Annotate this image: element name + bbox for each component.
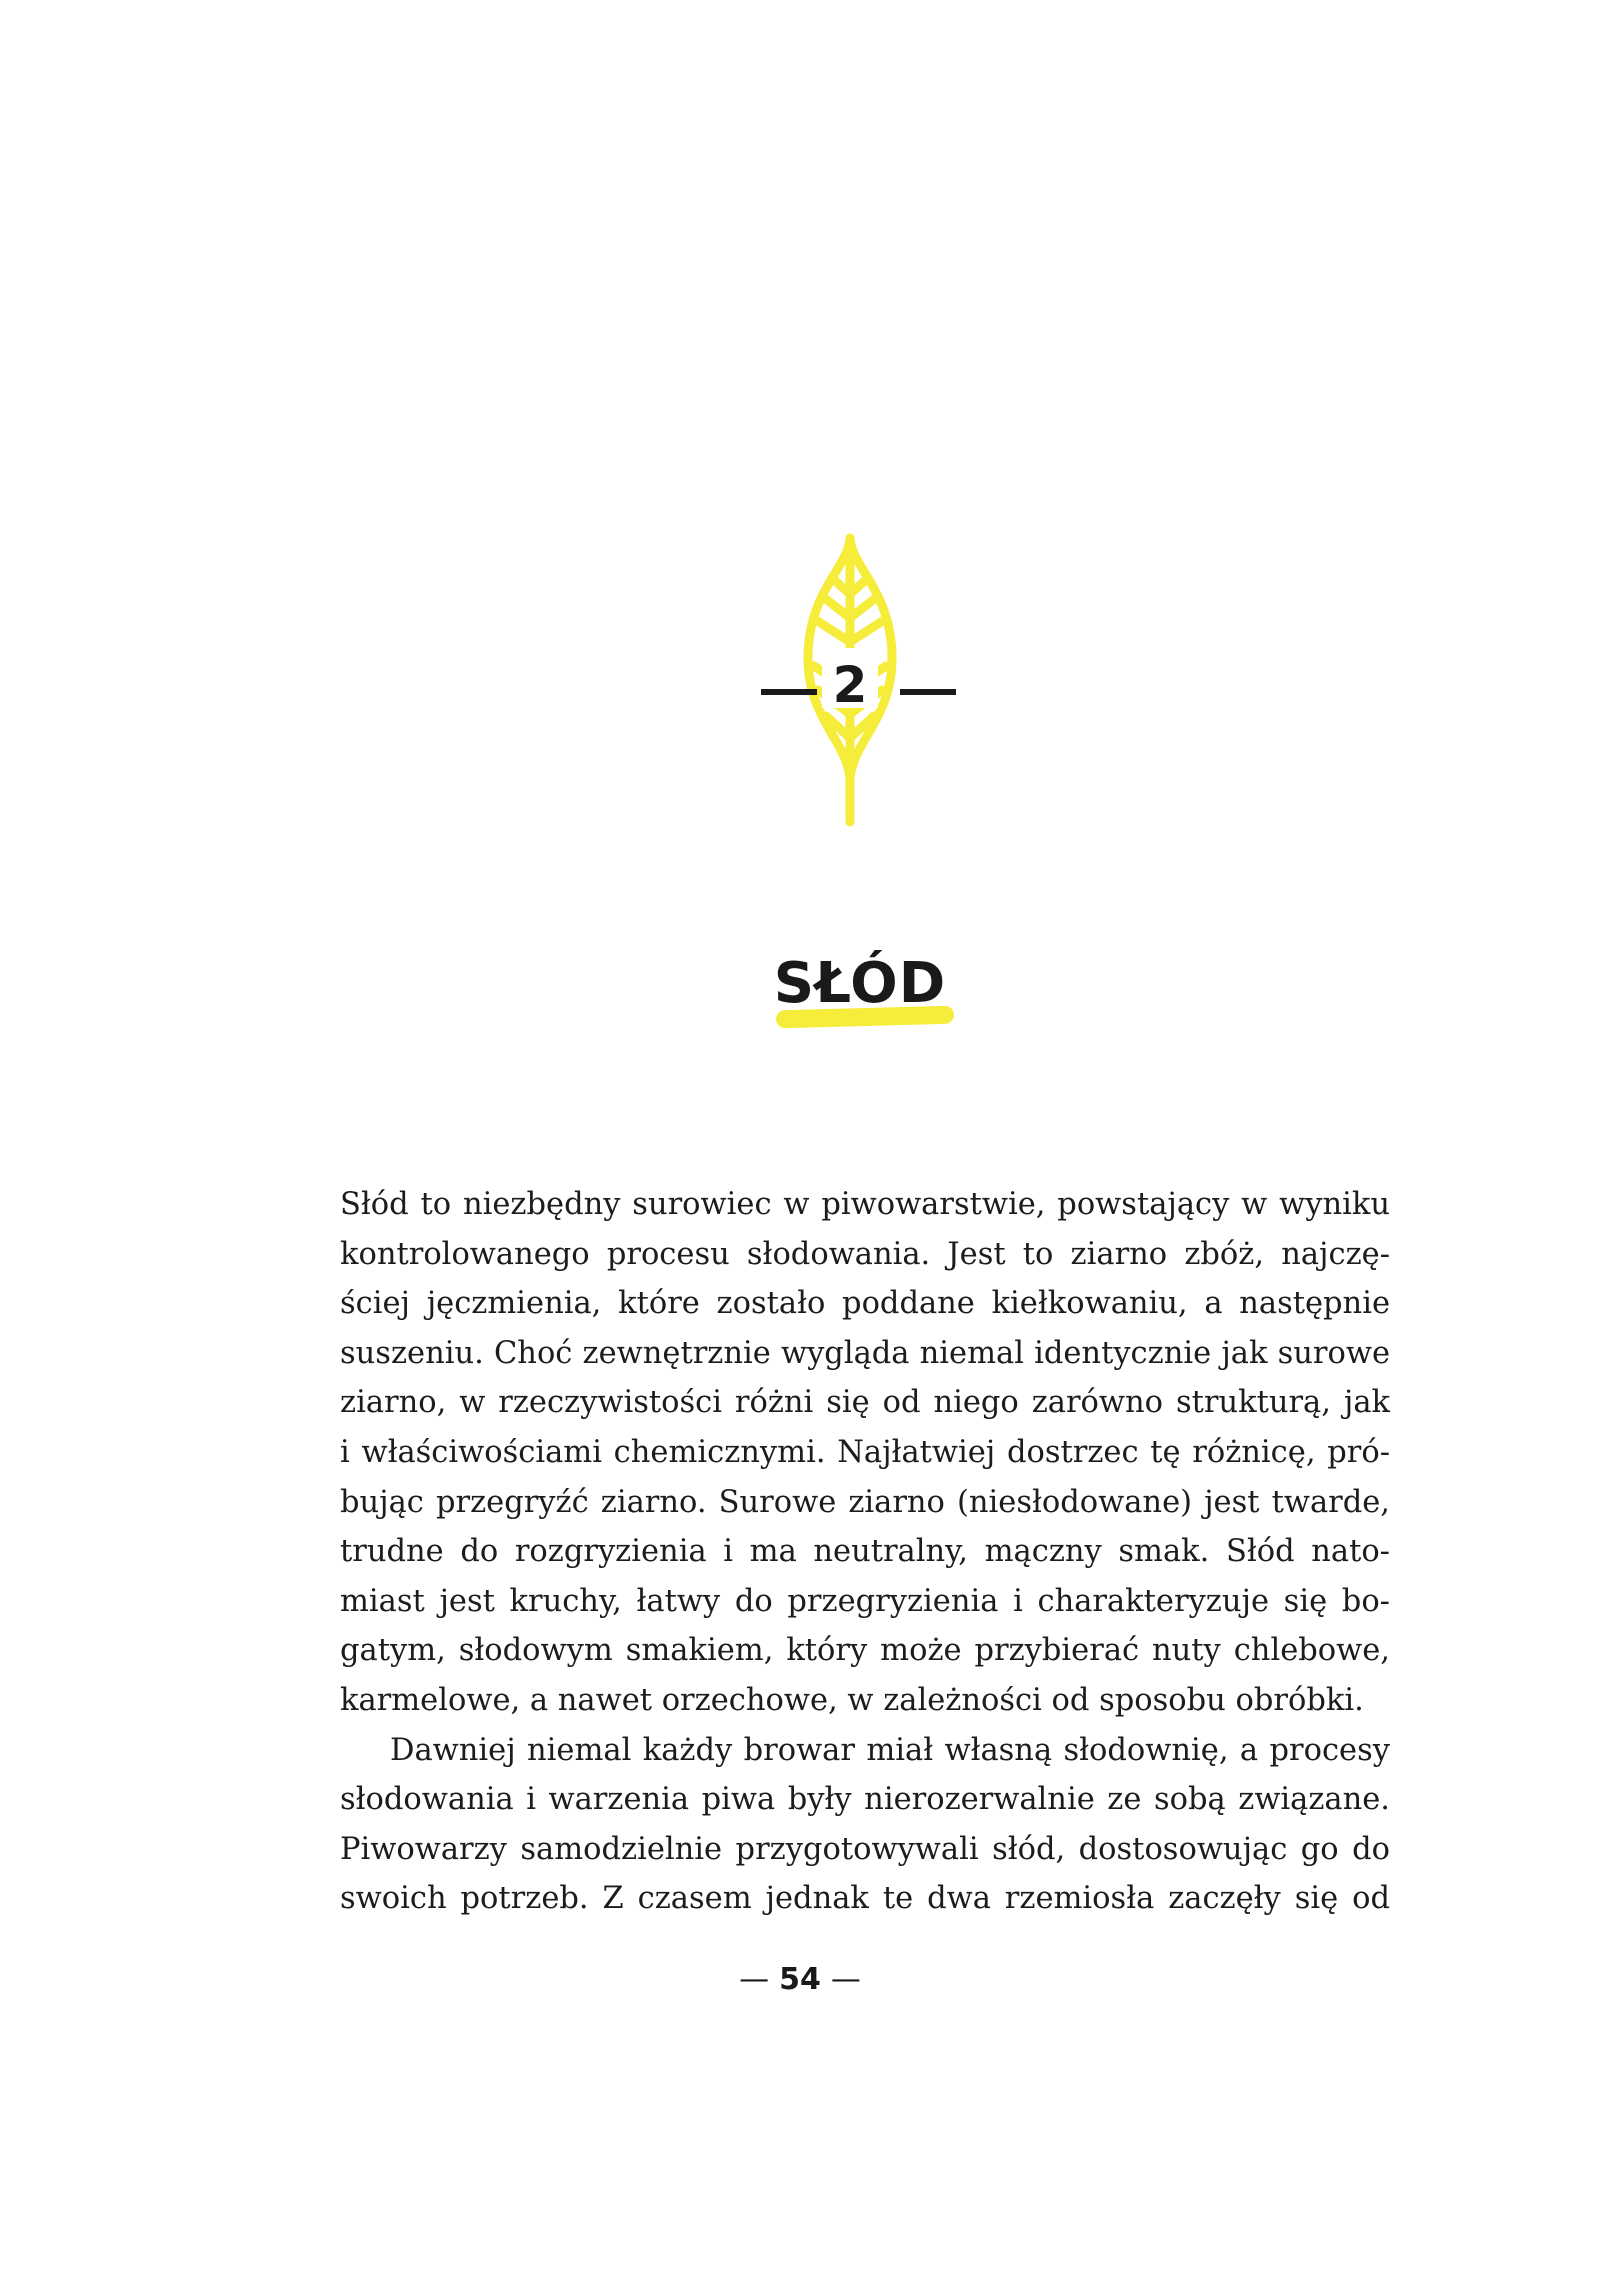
page-number: 54 <box>779 1962 821 1997</box>
text-line: ściej jęczmienia, które zostało poddane kiełkowaniu, a następnie <box>340 1286 1390 1322</box>
text-line: Dawniej niemal każdy browar miał własną słodownię, a procesy <box>390 1732 1390 1768</box>
chapter-number: 2 <box>832 656 868 714</box>
text-line: słodowania i warzenia piwa były nierozerwalnie ze sobą związane. <box>340 1782 1390 1818</box>
body-text <box>340 1180 1390 1924</box>
page-number-footer <box>700 1960 900 2000</box>
chapter-title: SŁÓD <box>773 951 947 1016</box>
chapter-title-block <box>770 948 970 1048</box>
text-line: trudne do rozgryzienia i ma neutralny, mączny smak. Słód nato- <box>340 1534 1390 1570</box>
text-line: kontrolowanego procesu słodowania. Jest to ziarno zbóż, najczę- <box>340 1236 1390 1272</box>
text-line: swoich potrzeb. Z czasem jednak te dwa rzemiosła zaczęły się od <box>340 1881 1390 1917</box>
chapter-number-rule-left <box>761 689 817 695</box>
chapter-number-rule-right <box>900 689 956 695</box>
folio-dash-left: — <box>739 1962 770 1997</box>
text-line: Piwowarzy samodzielnie przygotowywali słód, dostosowując go do <box>340 1831 1390 1867</box>
folio-dash-right: — <box>830 1962 861 1997</box>
text-line: i właściwościami chemicznymi. Najłatwiej dostrzec tę różnicę, pró- <box>340 1434 1390 1470</box>
text-line: suszeniu. Choć zewnętrznie wygląda niemal identycznie jak surowe <box>340 1335 1390 1371</box>
text-line: gatym, słodowym smakiem, który może przybierać nuty chlebowe, <box>340 1633 1390 1669</box>
text-line: Słód to niezbędny surowiec w piwowarstwie, powstający w wyniku <box>340 1187 1390 1222</box>
text-line: karmelowe, a nawet orzechowe, w zależności od sposobu obróbki. <box>340 1682 1364 1718</box>
text-line: bując przegryźć ziarno. Surowe ziarno (niesłodowane) jest twarde, <box>340 1484 1390 1520</box>
text-line: miast jest kruchy, łatwy do przegryzienia i charakteryzuje się bo- <box>340 1583 1390 1619</box>
text-line: ziarno, w rzeczywistości różni się od niego zarówno strukturą, jak <box>340 1385 1390 1421</box>
